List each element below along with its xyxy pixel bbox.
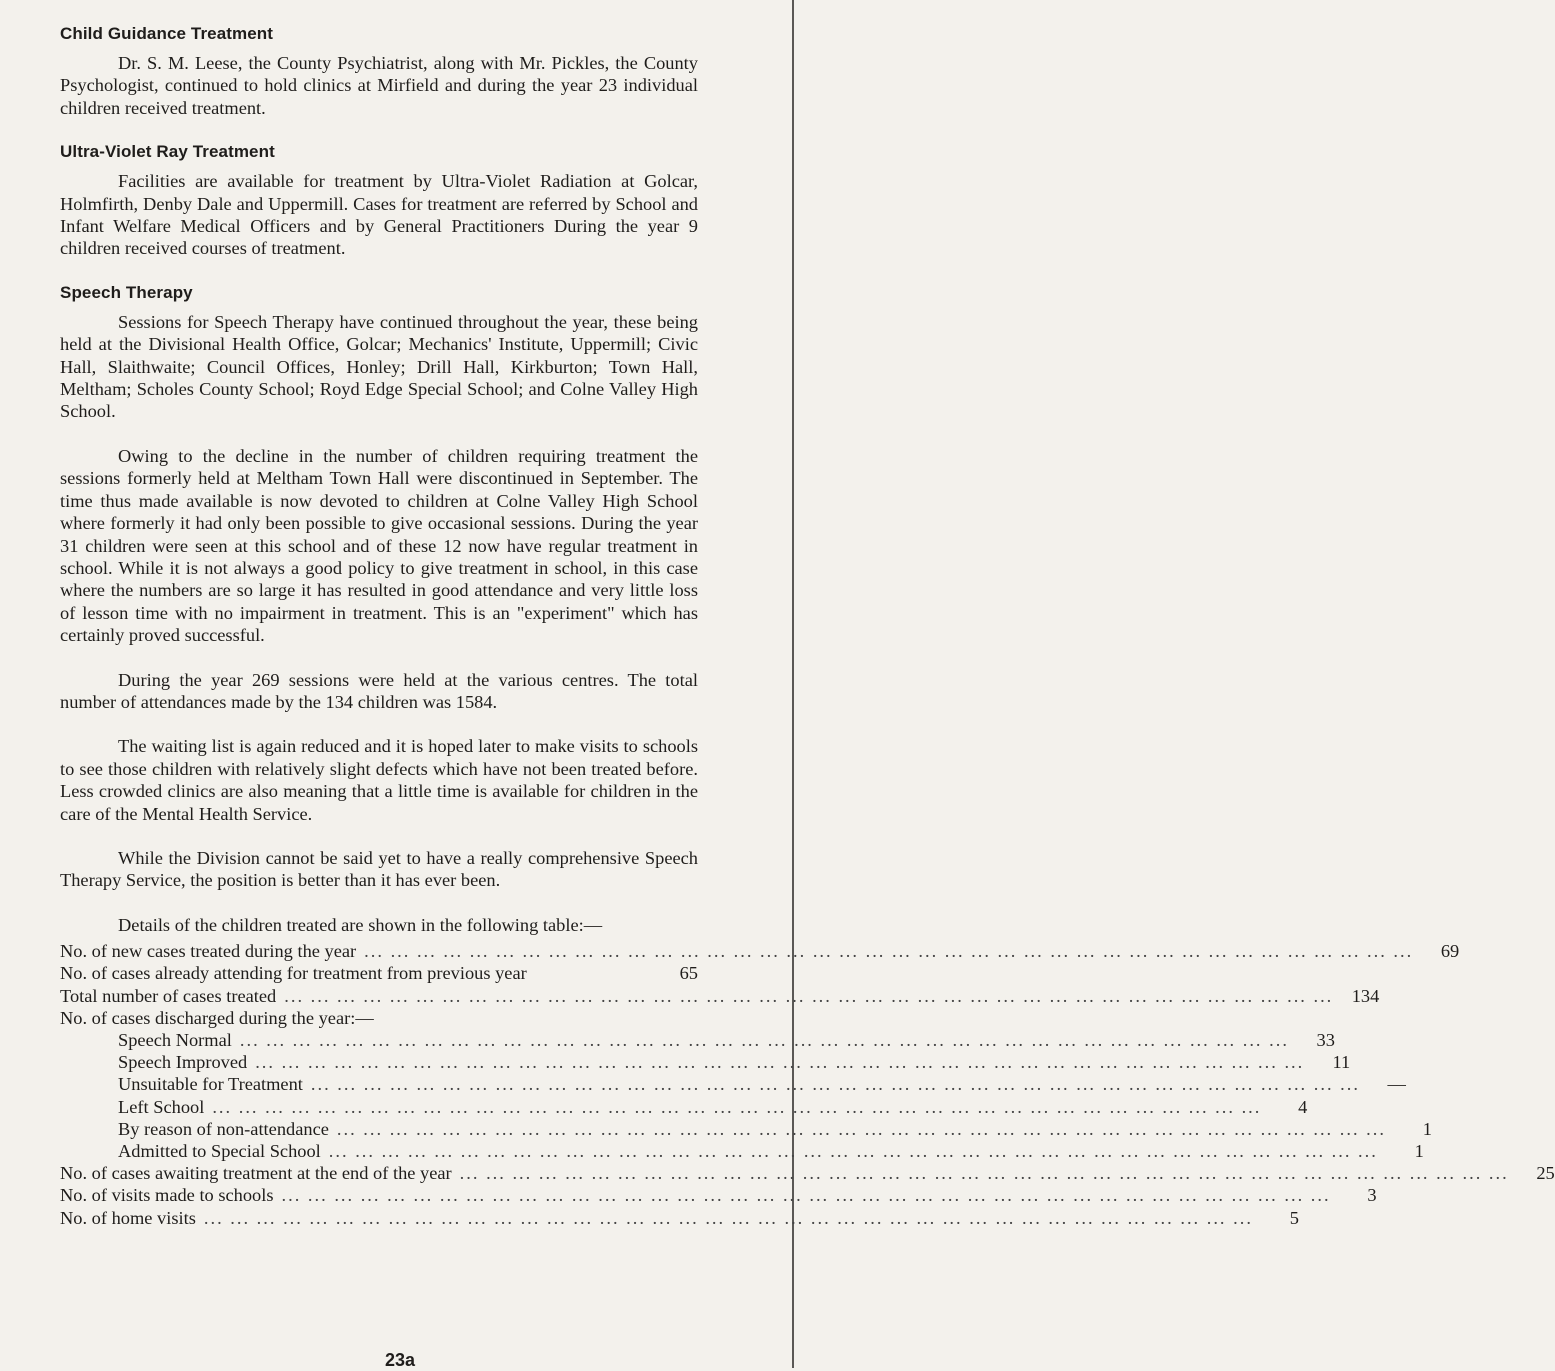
paragraph: Sessions for Speech Therapy have continued throughout the year, these being held at the Divisional Health Office, Golcar; Mechanics' Institute, Uppermill; Civic Hall, Slaithwaite; Council Offices, Honley; Drill Hall, Kirkburton; Town Hall, Meltham; Scholes County School; Royd Edge Special School; and Colne Valley High School. [60, 311, 698, 422]
row-label: No. of cases already attending for treatment from previous year [60, 963, 527, 984]
section-ultra-violet [60, 142, 698, 260]
paragraph: The waiting list is again reduced and it is hoped later to make visits to schools to see those children with relatively slight defects which have not been treated before. Less crowded clinics are also meaning that a little time is available for children in the care of the Mental Health Service. [60, 736, 698, 824]
row-value: 11 [1332, 1052, 1351, 1073]
section-heading: Speech Therapy [60, 282, 193, 302]
row-value: 25 [1536, 1163, 1555, 1184]
table-row [60, 1118, 1432, 1140]
row-label: By reason of non-attendance [118, 1118, 329, 1139]
row-value: 33 [1316, 1030, 1335, 1050]
row-label: No. of visits made to schools [60, 1185, 274, 1206]
page-number: 23a [384, 1350, 416, 1370]
statistics-table [60, 940, 1555, 1229]
paragraph: Owing to the decline in the number of children requiring treatment the sessions formerly held at Meltham Town Hall were discontinued in September. The time thus made available is now devoted to children at Colne Valley High School where formerly it had only been possible to give occasional sessions. During the year 31 children were seen at this school and of these 12 now have regular treatment in school. While it is not always a good policy to give treatment in school, in this case where the numbers are so large it has resulted in good attendance and very little loss of lesson time with no impairment in treatment. This is an "experiment" which has certainly proved successful. [60, 445, 698, 646]
section-heading: Ultra-Violet Ray Treatment [60, 142, 275, 162]
table-row [60, 1029, 1335, 1051]
table-row [60, 940, 1460, 962]
leader-dots: ... ... ... ... ... ... ... ... ... ... ... ... ... ... ... ... ... ... ... ... ... ... ... ... ... ... ... ... ... ... ... ... ... ... ... ... ... ... ... ... [336, 1118, 1386, 1139]
row-value: 3 [1367, 1185, 1377, 1206]
row-value: — [1387, 1074, 1406, 1095]
leader-dots: ... ... ... ... ... ... ... ... ... ... ... ... ... ... ... ... ... ... ... ... ... ... ... ... ... ... ... ... ... ... ... ... ... ... ... ... ... ... ... ... [255, 1052, 1305, 1073]
table-row [60, 1073, 1406, 1095]
table-row [60, 1051, 1351, 1073]
row-value: 5 [1289, 1207, 1299, 1228]
leader-dots: ... ... ... ... ... ... ... ... ... ... ... ... ... ... ... ... ... ... ... ... ... ... ... ... ... ... ... ... ... ... ... ... ... ... ... ... ... ... ... ... [328, 1141, 1378, 1162]
leader-dots: ... ... ... ... ... ... ... ... ... ... ... ... ... ... ... ... ... ... ... ... ... ... ... ... ... ... ... ... ... ... ... ... ... ... ... ... ... ... ... ... [284, 985, 1334, 1006]
table-intro: Details of the children treated are shown in the following table:— [118, 914, 603, 935]
table-row [60, 985, 1380, 1007]
leader-dots: ... ... ... ... ... ... ... ... ... ... ... ... ... ... ... ... ... ... ... ... ... ... ... ... ... ... ... ... ... ... ... ... ... ... ... ... ... ... ... ... [212, 1096, 1262, 1117]
row-label: Speech Normal [118, 1030, 232, 1050]
table-row [60, 962, 698, 984]
leader-dots: ... ... ... ... ... ... ... ... ... ... ... ... ... ... ... ... ... ... ... ... ... ... ... ... ... ... ... ... ... ... ... ... ... ... ... ... ... ... ... ... [364, 941, 1414, 962]
table-row [60, 1207, 1299, 1229]
paragraph: Dr. S. M. Leese, the County Psychiatrist, along with Mr. Pickles, the County Psychologist, continued to hold clinics at Mirfield and during the year 23 individual children received treatment. [60, 53, 698, 118]
table-row [60, 1140, 1424, 1162]
row-label: No. of cases awaiting treatment at the end of the year [60, 1163, 452, 1184]
table-row [60, 1007, 698, 1029]
row-value: 134 [1351, 985, 1380, 1006]
row-label: Unsuitable for Treatment [118, 1074, 303, 1095]
row-label: Admitted to Special School [118, 1141, 321, 1162]
section-speech-therapy [60, 282, 1555, 1229]
leader-dots: ... ... ... ... ... ... ... ... ... ... ... ... ... ... ... ... ... ... ... ... ... ... ... ... ... ... ... ... ... ... ... ... ... ... ... ... ... ... ... ... [239, 1030, 1289, 1050]
paragraph: Facilities are available for treatment by Ultra-Violet Radiation at Golcar, Holmfirth, Denby Dale and Uppermill. Cases for treatment are referred by School and Infant Welfare Medical Officers and by General Practitioners During the year 9 children received courses of treatment. [60, 171, 698, 259]
section-child-guidance [60, 24, 698, 119]
table-row [60, 1162, 1555, 1184]
leader-dots: ... ... ... ... ... ... ... ... ... ... ... ... ... ... ... ... ... ... ... ... ... ... ... ... ... ... ... ... ... ... ... ... ... ... ... ... ... ... ... ... [203, 1207, 1253, 1228]
row-label: Speech Improved [118, 1052, 248, 1073]
leader-dots: ... ... ... ... ... ... ... ... ... ... ... ... ... ... ... ... ... ... ... ... ... ... ... ... ... ... ... ... ... ... ... ... ... ... ... ... ... ... ... ... [459, 1163, 1509, 1184]
row-label: No. of new cases treated during the year [60, 941, 357, 962]
row-label: Left School [118, 1096, 205, 1117]
table-row [60, 1096, 1308, 1118]
section-heading: Child Guidance Treatment [60, 24, 274, 43]
row-value: 4 [1298, 1096, 1308, 1117]
leader-dots: ... ... ... ... ... ... ... ... ... ... ... ... ... ... ... ... ... ... ... ... ... ... ... ... ... ... ... ... ... ... ... ... ... ... ... ... ... ... ... ... [281, 1185, 1331, 1206]
document-body [60, 24, 1555, 1229]
row-label: Total number of cases treated [60, 985, 277, 1006]
row-value: 65 [679, 963, 698, 984]
paragraph: During the year 269 sessions were held at the various centres. The total number of attendances made by the 134 children was 1584. [60, 669, 698, 712]
table-row [60, 1184, 1377, 1206]
row-value: 69 [1440, 941, 1460, 962]
row-value: 1 [1422, 1118, 1432, 1139]
row-label: No. of cases discharged during the year:— [60, 1007, 374, 1028]
paragraph: While the Division cannot be said yet to have a really comprehensive Speech Therapy Service, the position is better than it has ever been. [60, 847, 698, 891]
row-value: 1 [1414, 1141, 1424, 1162]
row-label: No. of home visits [60, 1207, 196, 1228]
leader-dots: ... ... ... ... ... ... ... ... ... ... ... ... ... ... ... ... ... ... ... ... ... ... ... ... ... ... ... ... ... ... ... ... ... ... ... ... ... ... ... ... [310, 1074, 1360, 1095]
